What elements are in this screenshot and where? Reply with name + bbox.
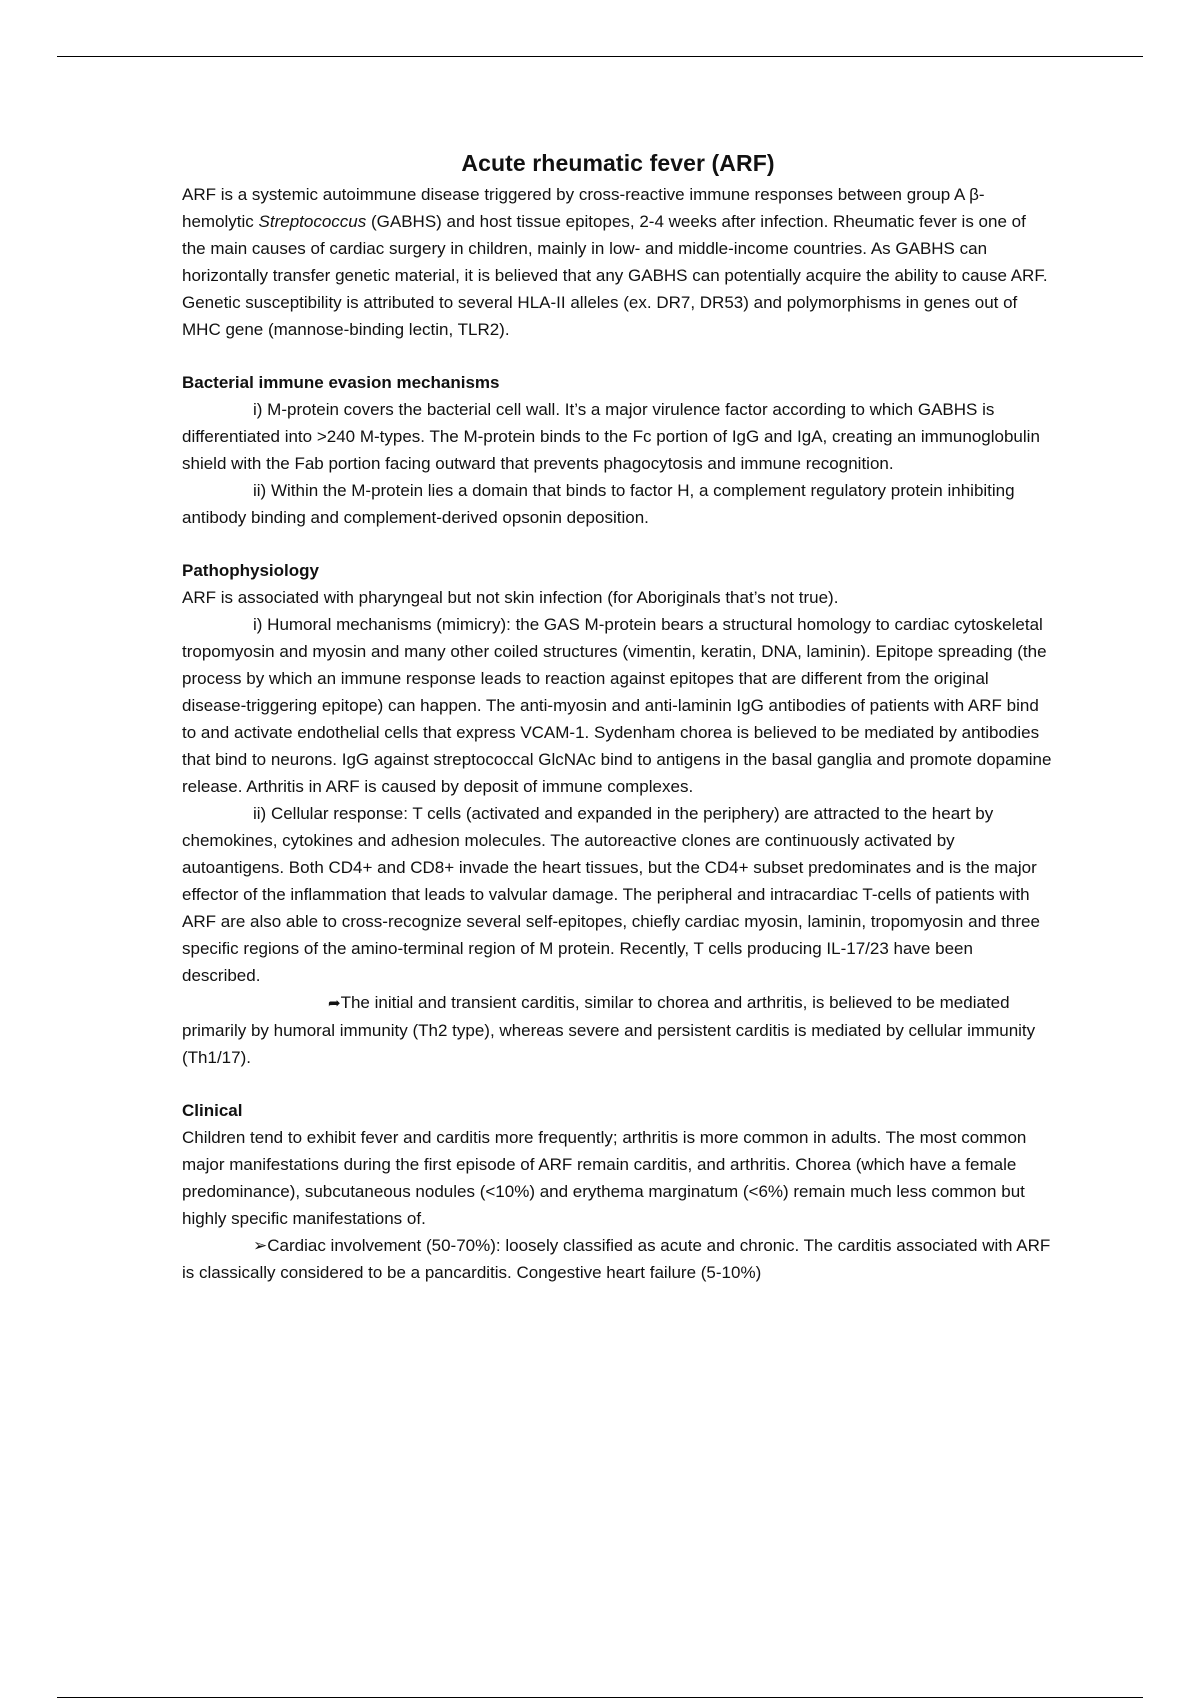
arrowhead-bullet-icon: ➢ xyxy=(253,1236,268,1255)
intro-text-start: ARF is a systemic autoimmune disease triggered by cross-reactive immune responses between group A β-hemolytic xyxy=(182,185,985,231)
clinical-paragraph-1: Children tend to exhibit fever and carditis more frequently; arthritis is more common in adults. The most common major manifestations during the first episode of ARF remain carditis, and arthritis. Chorea (which have a female predominance), subcutaneous nodules (<10%) and erythema marginatum (<6%) remain much less common but highly specific manifestations of. xyxy=(182,1128,1027,1228)
clinical-heading: Clinical xyxy=(182,1101,243,1120)
pathophysiology-paragraph-2: ii) Cellular response: T cells (activated and expanded in the periphery) are attracted to the heart by chemokines, cytokines and adhesion molecules. The autoreactive clones are continuously activated by autoantigens. Both CD4+ and CD8+ invade the heart tissues, but the CD4+ subset predominates and is the major effector of the inflammation that leads to valvular damage. The peripheral and intracardiac T-cells of patients with ARF are also able to cross-recognize several self-epitopes, chiefly cardiac myosin, laminin, tropomyosin and three specific regions of the amino-terminal region of M protein. Recently, T cells producing IL-17/23 have been described. xyxy=(182,804,1040,985)
evasion-heading: Bacterial immune evasion mechanisms xyxy=(182,373,500,392)
pathophysiology-paragraph-1: i) Humoral mechanisms (mimicry): the GAS M-protein bears a structural homology to cardiac cytoskeletal tropomyosin and myosin and many other coiled structures (vimentin, keratin, DNA, laminin). Epitope spreading (the process by which an immune response leads to reaction against epitopes that are different from the original disease-triggering epitope) can happen. The anti-myosin and anti-laminin IgG antibodies of patients with ARF bind to and activate endothelial cells that express VCAM-1. Sydenham chorea is believed to be mediated by antibodies that bind to neurons. IgG against streptococcal GlcNAc bind to antigens in the basal ganglia and promote dopamine release. Arthritis in ARF is caused by deposit of immune complexes. xyxy=(182,615,1052,796)
document-page xyxy=(182,148,1054,1286)
intro-text-end: (GABHS) and host tissue epitopes, 2-4 weeks after infection. Rheumatic fever is one of the main causes of cardiac surgery in children, mainly in low- and middle-income countries. As GABHS can horizontally transfer genetic material, it is believed that any GABHS can potentially acquire the ability to cause ARF. Genetic susceptibility is attributed to several HLA-II alleles (ex. DR7, DR53) and polymorphisms in genes out of MHC gene (mannose-binding lectin, TLR2). xyxy=(182,212,1048,339)
clinical-section xyxy=(182,1097,1054,1286)
clinical-paragraph-2-text: Cardiac involvement (50-70%): loosely classified as acute and chronic. The carditis associated with ARF is classically considered to be a pancarditis. Congestive heart failure (5-10%) xyxy=(182,1236,1051,1282)
intro-paragraph xyxy=(182,181,1054,343)
clinical-paragraph-2 xyxy=(182,1232,1054,1286)
pathophysiology-paragraph-3-text: The initial and transient carditis, similar to chorea and arthritis, is believed to be mediated primarily by humoral immunity (Th2 type), whereas severe and persistent carditis is mediated by cellular immunity (Th1/17). xyxy=(182,993,1036,1067)
pathophysiology-paragraph-3 xyxy=(182,989,1054,1071)
evasion-paragraph-2: ii) Within the M-protein lies a domain that binds to factor H, a complement regulatory protein inhibiting antibody binding and complement-derived opsonin deposition. xyxy=(182,481,1015,527)
pathophysiology-section xyxy=(182,557,1054,1071)
evasion-paragraph-1: i) M-protein covers the bacterial cell wall. It’s a major virulence factor according to which GABHS is differentiated into >240 M-types. The M-protein binds to the Fc portion of IgG and IgA, creating an immunoglobulin shield with the Fab portion facing outward that prevents phagocytosis and immune recognition. xyxy=(182,400,1040,473)
evasion-section xyxy=(182,369,1054,531)
intro-italic-term: Streptococcus xyxy=(258,212,367,231)
document-title: Acute rheumatic fever (ARF) xyxy=(461,150,775,176)
curved-arrow-icon: ➦ xyxy=(328,995,341,1012)
intro-section xyxy=(182,181,1054,343)
footer-rule xyxy=(57,1697,1143,1698)
pathophysiology-paragraph-0: ARF is associated with pharyngeal but not skin infection (for Aboriginals that’s not true). xyxy=(182,588,839,607)
header-rule xyxy=(57,56,1143,57)
pathophysiology-heading: Pathophysiology xyxy=(182,561,319,580)
